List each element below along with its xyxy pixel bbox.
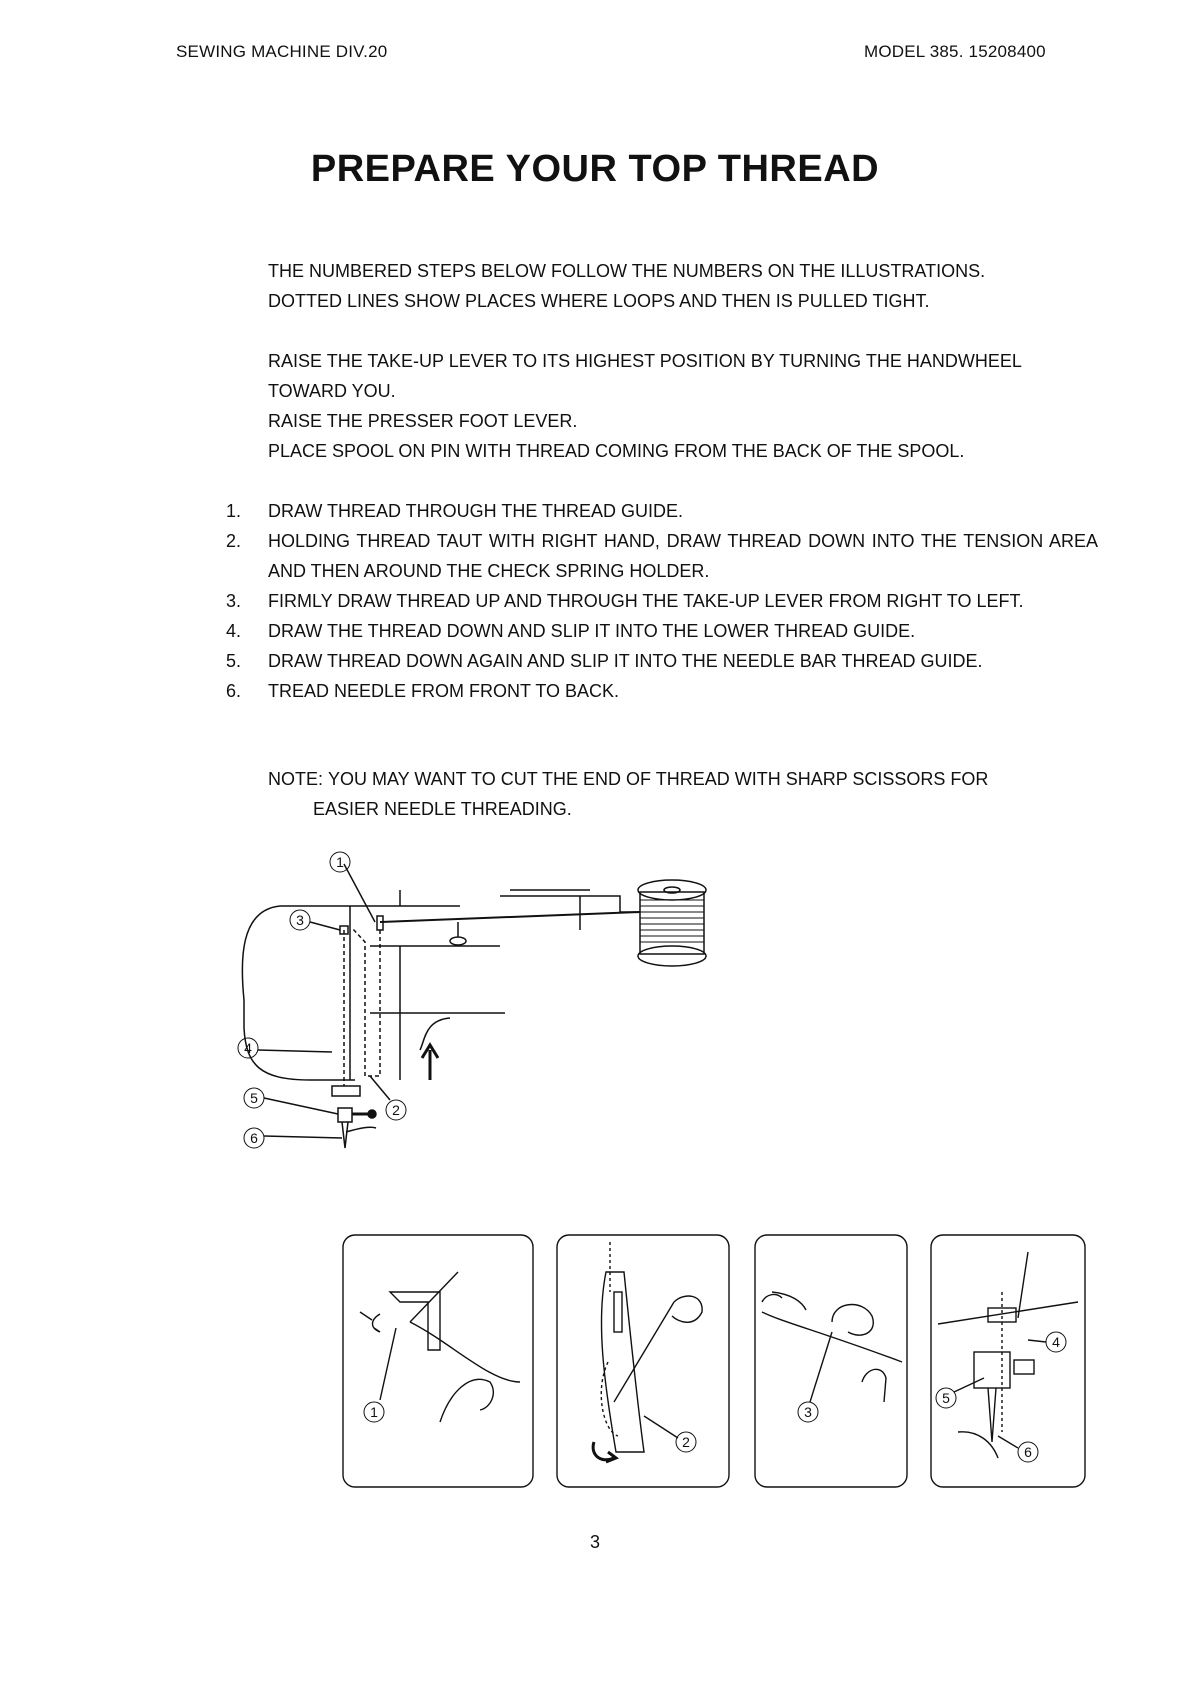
needle-thread-tail — [346, 1127, 376, 1132]
prep-line: RAISE THE PRESSER FOOT LEVER. — [268, 411, 578, 431]
thread-guide — [390, 1292, 440, 1350]
detail-panel-3 — [752, 1232, 910, 1490]
intro-line: DOTTED LINES SHOW PLACES WHERE LOOPS AND THEN IS PULLED TIGHT. — [268, 291, 930, 311]
callout-label: 5 — [250, 1090, 258, 1106]
note-text: EASIER NEEDLE THREADING. — [313, 799, 572, 819]
preparation-paragraph — [268, 346, 1098, 466]
leader-line — [954, 1378, 984, 1392]
callout-label: 4 — [1052, 1334, 1060, 1350]
leader-line-4 — [258, 1050, 332, 1052]
hand-icon — [672, 1296, 702, 1322]
needle — [988, 1388, 996, 1442]
leader-line — [810, 1332, 832, 1402]
step-item — [226, 646, 1098, 676]
leader-line — [644, 1416, 678, 1438]
step-number: 6. — [226, 681, 242, 701]
spool-top — [638, 880, 706, 900]
callout-label: 3 — [296, 912, 304, 928]
callout-label: 2 — [682, 1434, 690, 1450]
leader-line — [380, 1328, 396, 1400]
step-text: HOLDING THREAD TAUT WITH RIGHT HAND, DRAW THREAD DOWN INTO THE TENSION AREA AND THEN AROUND THE CHECK SPRING HOLDER. — [268, 531, 1098, 581]
leader-line-3 — [310, 922, 340, 930]
machine-body-lines — [370, 890, 505, 1013]
callout-label: 1 — [370, 1404, 378, 1420]
panel-frame — [343, 1235, 533, 1487]
callout-label: 1 — [336, 854, 344, 870]
thread-line — [410, 1322, 520, 1382]
clamp-screw — [1014, 1360, 1034, 1374]
step-text: TREAD NEEDLE FROM FRONT TO BACK. — [268, 681, 620, 701]
clamp-screw-head — [368, 1110, 376, 1118]
step-number: 4. — [226, 621, 242, 641]
threading-steps-list — [226, 496, 1098, 706]
step-number: 2. — [226, 531, 242, 551]
spool-body — [640, 892, 704, 954]
tension-knob — [450, 937, 466, 945]
leader-line-5 — [264, 1098, 338, 1114]
needle — [342, 1122, 348, 1148]
machine-front-panel — [350, 906, 400, 1080]
note-text: YOU MAY WANT TO CUT THE END OF THREAD WITH SHARP SCISSORS FOR — [328, 769, 989, 789]
step-item — [226, 676, 1098, 706]
step-item — [226, 586, 1098, 616]
page-number: 3 — [589, 1532, 600, 1552]
spool-bottom — [638, 946, 706, 966]
needle-bar-guide — [338, 1108, 352, 1122]
step-item — [226, 616, 1098, 646]
hand-icon — [440, 1379, 493, 1422]
page-title: PREPARE YOUR TOP THREAD — [310, 148, 880, 190]
step-item — [226, 526, 1098, 586]
thread-loop — [762, 1295, 782, 1302]
step-number: 1. — [226, 501, 242, 521]
step-text: DRAW THREAD THROUGH THE THREAD GUIDE. — [268, 501, 684, 521]
machine-edge — [938, 1302, 1078, 1324]
thread-line — [614, 1302, 674, 1402]
leader-line — [998, 1436, 1018, 1448]
thread-guide — [377, 916, 383, 930]
take-up-lever-eye — [832, 1305, 873, 1336]
callout-label: 6 — [250, 1130, 258, 1146]
panel-frame — [931, 1235, 1085, 1487]
needle-clamp — [332, 1086, 360, 1096]
leader-line-2 — [370, 1076, 390, 1100]
spool-thread-wraps — [640, 900, 704, 942]
detail-panel-2 — [554, 1232, 732, 1490]
step-item — [226, 496, 1098, 526]
thread-line — [380, 912, 640, 922]
note-label: NOTE: — [268, 769, 324, 789]
machine-head-outline — [242, 906, 355, 1080]
prep-line: RAISE THE TAKE-UP LEVER TO ITS HIGHEST POSITION BY TURNING THE HANDWHEEL TOWARD YOU. — [268, 351, 1022, 401]
header-section-title: SEWING MACHINE DIV.20 — [176, 42, 388, 61]
rotate-arrow-icon — [593, 1442, 616, 1462]
thread-line — [1018, 1252, 1028, 1318]
note-paragraph — [268, 764, 1098, 824]
callout-label: 4 — [244, 1040, 252, 1056]
header-model-number: MODEL 385. 15208400 — [864, 42, 1046, 61]
needle-clamp — [974, 1352, 1010, 1388]
step-number: 5. — [226, 651, 242, 671]
machine-threading-diagram — [200, 850, 760, 1232]
tension-slot — [614, 1292, 622, 1332]
step-number: 3. — [226, 591, 242, 611]
callout-label: 3 — [804, 1404, 812, 1420]
leader-line — [1028, 1340, 1046, 1342]
intro-line: THE NUMBERED STEPS BELOW FOLLOW THE NUMBERS ON THE ILLUSTRATIONS. — [268, 261, 986, 281]
presser-lever — [420, 1018, 450, 1050]
leader-line-6 — [264, 1136, 342, 1138]
thread-line — [410, 1272, 458, 1322]
panel-frame — [755, 1235, 907, 1487]
lift-arrow — [422, 1045, 438, 1080]
step-text: FIRMLY DRAW THREAD UP AND THROUGH THE TAKE-UP LEVER FROM RIGHT TO LEFT. — [268, 591, 1024, 611]
prep-line: PLACE SPOOL ON PIN WITH THREAD COMING FROM THE BACK OF THE SPOOL. — [268, 441, 965, 461]
step-text: DRAW THREAD DOWN AGAIN AND SLIP IT INTO THE NEEDLE BAR THREAD GUIDE. — [268, 651, 983, 671]
callout-label: 2 — [392, 1102, 400, 1118]
detail-panel-1 — [340, 1232, 536, 1490]
callout-label: 6 — [1024, 1444, 1032, 1460]
detail-panel-4 — [928, 1232, 1088, 1490]
direction-arrow-icon — [360, 1312, 380, 1332]
leader-line-1 — [344, 864, 375, 922]
thread-path-dotted — [352, 928, 380, 1076]
callout-label: 5 — [942, 1390, 950, 1406]
step-text: DRAW THE THREAD DOWN AND SLIP IT INTO THE LOWER THREAD GUIDE. — [268, 621, 916, 641]
hand-icon — [862, 1369, 886, 1402]
intro-paragraph — [268, 256, 1098, 316]
